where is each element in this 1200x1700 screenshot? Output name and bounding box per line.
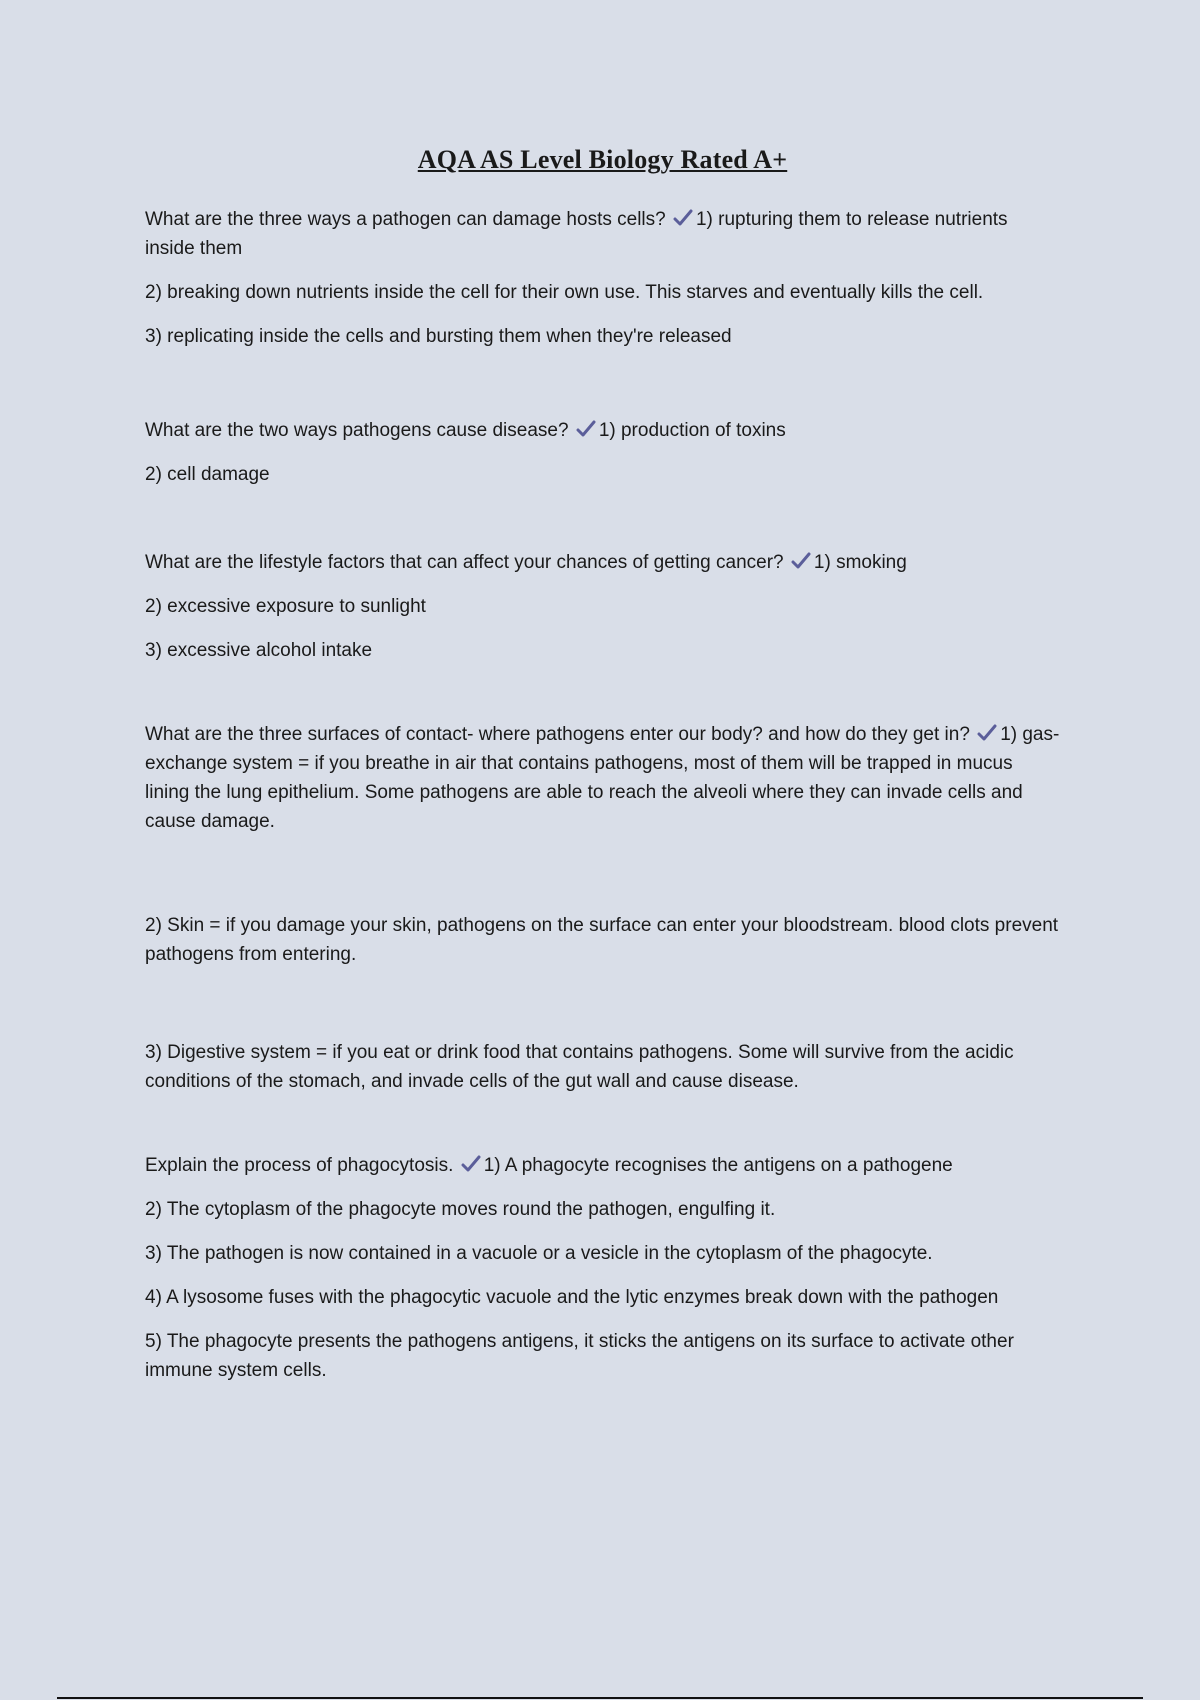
card-4-answer-3: 3) Digestive system = if you eat or drink food that contains pathogens. Some will survive from the acidic conditions of the stomach, and invade cells of the gut wall and cause disease.	[145, 1042, 1014, 1092]
card-2-question-line	[145, 416, 1060, 445]
card-1-question: What are the three ways a pathogen can damage hosts cells?	[145, 209, 666, 230]
flashcard-1	[145, 205, 1060, 351]
flashcard-2	[145, 416, 1060, 489]
check-icon	[791, 551, 811, 571]
card-4-question: What are the three surfaces of contact- where pathogens enter our body? and how do they get in?	[145, 724, 970, 745]
check-icon	[461, 1154, 481, 1174]
card-1-question-line	[145, 205, 1060, 263]
card-5-answer-2: 2) The cytoplasm of the phagocyte moves round the pathogen, engulfing it.	[145, 1199, 776, 1220]
document-page	[145, 145, 1060, 1400]
card-2-answer-1: 1) production of toxins	[598, 420, 786, 441]
check-icon	[977, 723, 997, 743]
card-3-answer-1: 1) smoking	[813, 552, 907, 573]
page-title: AQA AS Level Biology Rated A+	[417, 145, 788, 174]
check-icon	[576, 419, 596, 439]
flashcard-5	[145, 1151, 1060, 1385]
card-4-question-line	[145, 720, 1060, 836]
card-5-question-line	[145, 1151, 1060, 1180]
card-5-answer-1: 1) A phagocyte recognises the antigens on a pathogene	[483, 1155, 953, 1176]
card-2-question: What are the two ways pathogens cause disease?	[145, 420, 569, 441]
flashcard-3	[145, 548, 1060, 665]
page-bottom-rule	[57, 1697, 1143, 1699]
card-4-answer-2: 2) Skin = if you damage your skin, pathogens on the surface can enter your bloodstream. blood clots prevent pathogens from entering.	[145, 915, 1059, 965]
card-3-question-line	[145, 548, 1060, 577]
card-3-answer-3: 3) excessive alcohol intake	[145, 640, 373, 661]
card-3-question: What are the lifestyle factors that can affect your chances of getting cancer?	[145, 552, 784, 573]
card-5-answer-3: 3) The pathogen is now contained in a vacuole or a vesicle in the cytoplasm of the phagocyte.	[145, 1243, 933, 1264]
flashcard-4	[145, 720, 1060, 1096]
card-1-answer-2: 2) breaking down nutrients inside the cell for their own use. This starves and eventually kills the cell.	[145, 282, 984, 303]
card-2-answer-2: 2) cell damage	[145, 464, 270, 485]
card-5-question: Explain the process of phagocytosis.	[145, 1155, 454, 1176]
card-3-answer-2: 2) excessive exposure to sunlight	[145, 596, 426, 617]
card-1-answer-1: 1) rupturing them to release nutrients inside them	[145, 209, 1008, 259]
card-4-answer-1: 1) gas-exchange system = if you breathe in air that contains pathogens, most of them will be trapped in mucus lining the lung epithelium. Some pathogens are able to reach the alveoli where they can invade cells and cause damage.	[145, 724, 1060, 832]
card-5-answer-4: 4) A lysosome fuses with the phagocytic vacuole and the lytic enzymes break down with the pathogen	[145, 1287, 999, 1308]
check-icon	[673, 208, 693, 228]
card-1-answer-3: 3) replicating inside the cells and bursting them when they're released	[145, 326, 732, 347]
card-5-answer-5: 5) The phagocyte presents the pathogens antigens, it sticks the antigens on its surface to activate other immune system cells.	[145, 1331, 1014, 1381]
